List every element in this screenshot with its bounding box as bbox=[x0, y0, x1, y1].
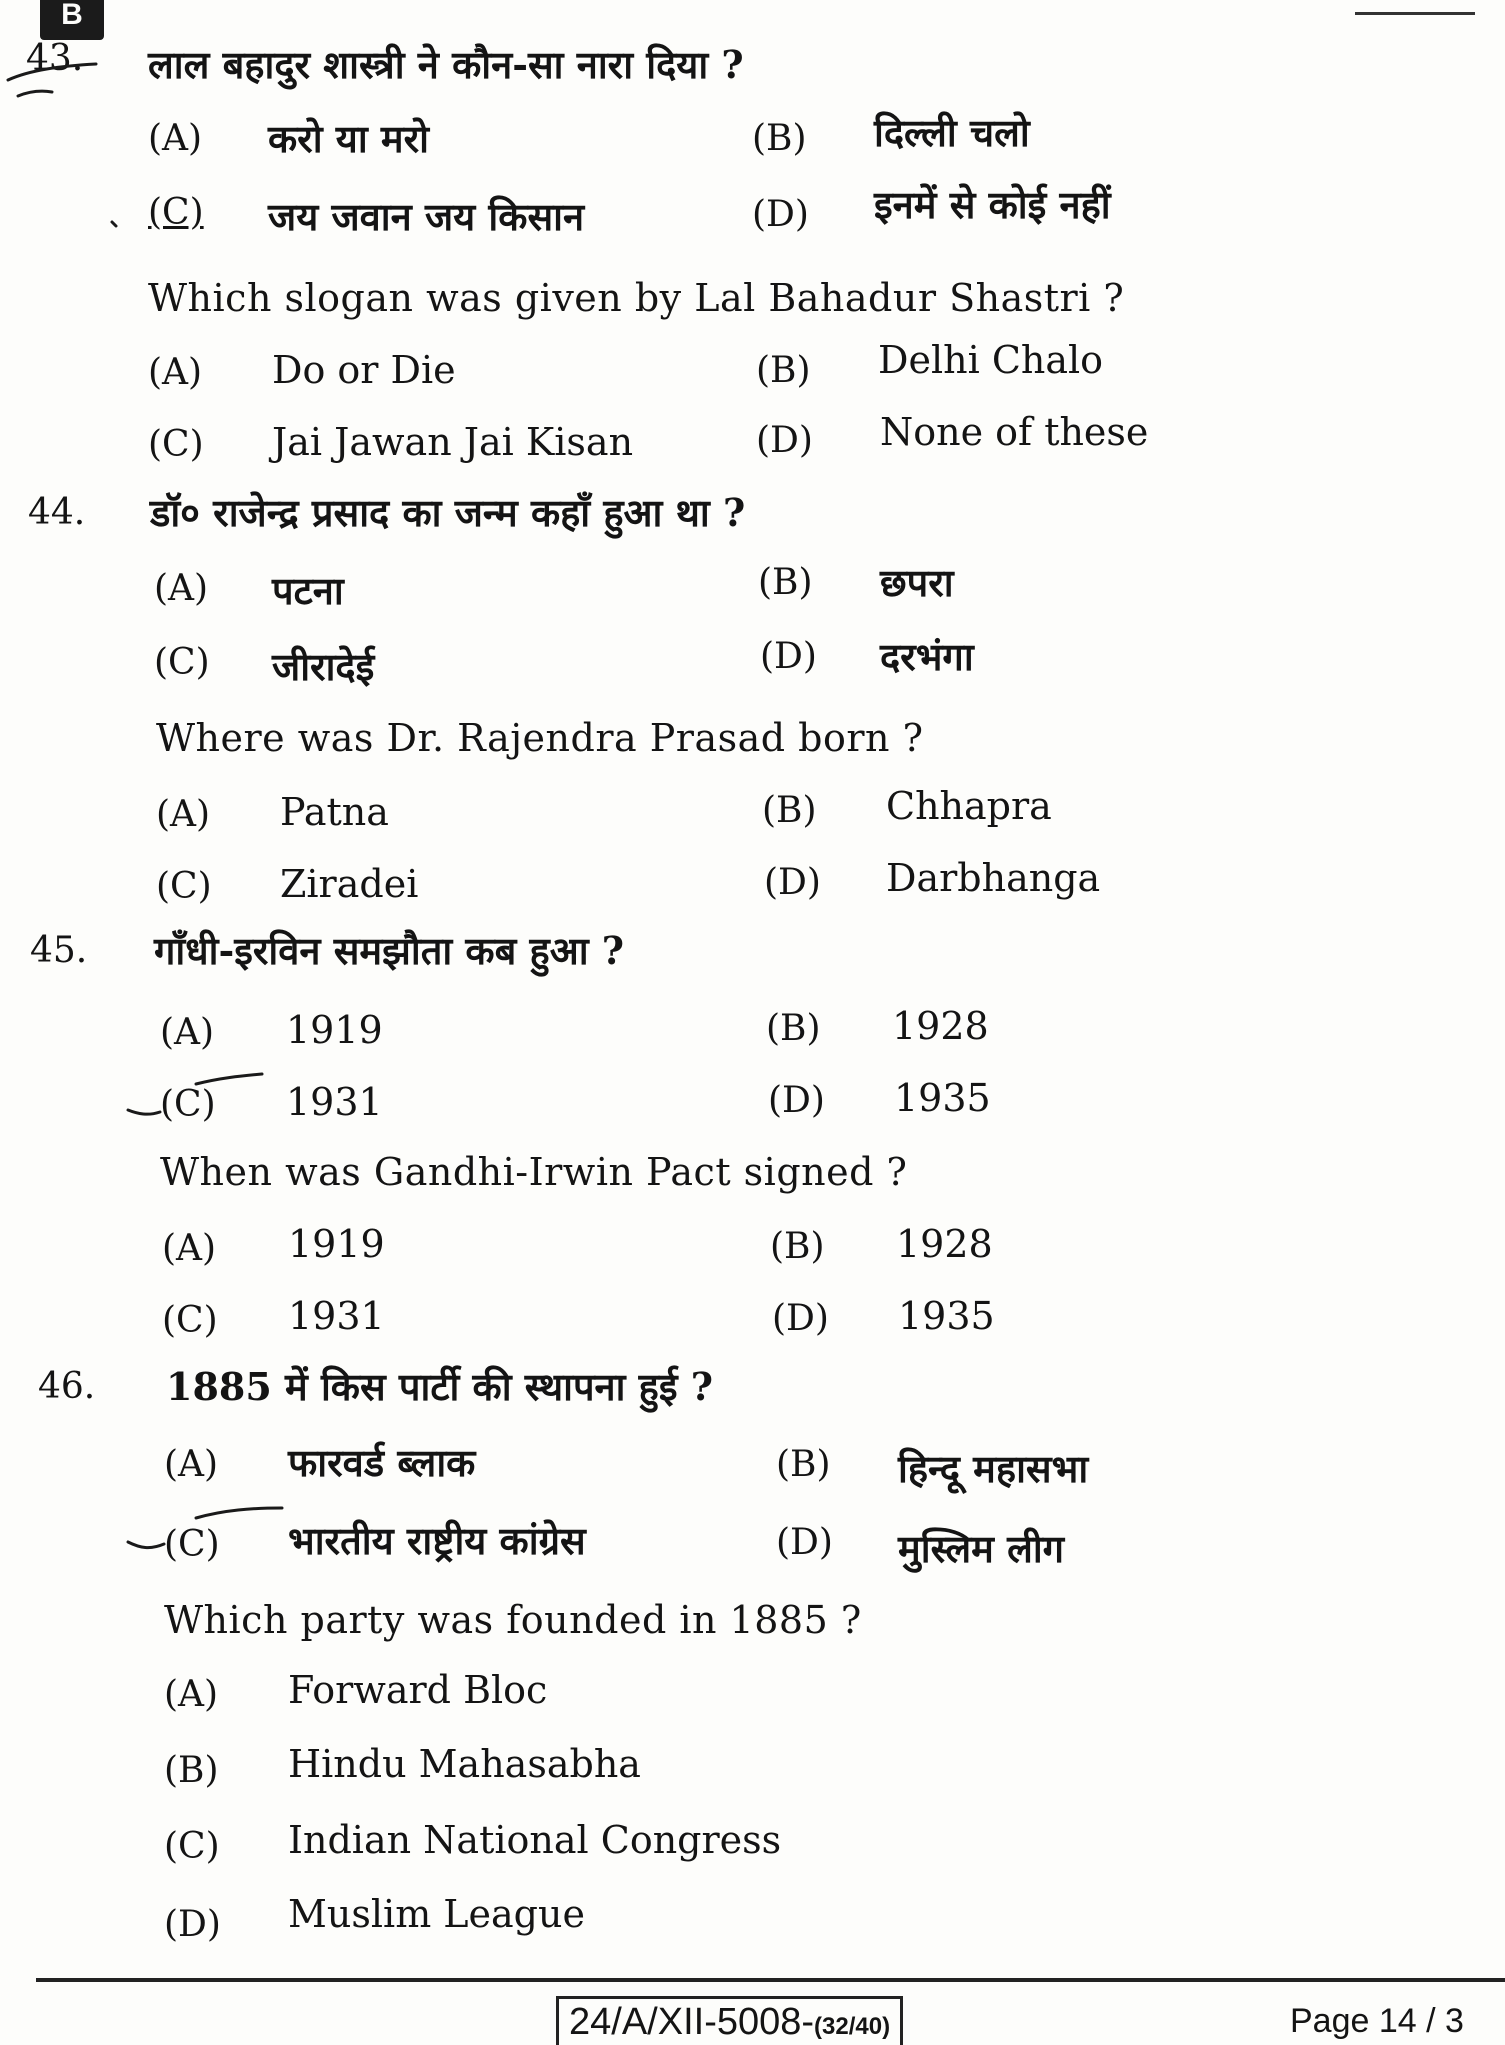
option-text: जय जवान जय किसान bbox=[268, 194, 585, 239]
option-text: Indian National Congress bbox=[288, 1818, 782, 1862]
option-text: छपरा bbox=[880, 560, 954, 605]
option-label-marked: (C) bbox=[164, 1524, 220, 1565]
question-text-english: Which party was founded in 1885 ? bbox=[164, 1598, 862, 1642]
question-text-hindi: लाल बहादुर शास्त्री ने कौन-सा नारा दिया ? bbox=[148, 42, 744, 87]
option-label: (B) bbox=[164, 1750, 219, 1791]
option-label: (B) bbox=[758, 562, 813, 603]
option-label: (D) bbox=[756, 420, 813, 461]
option-text: Jai Jawan Jai Kisan bbox=[272, 420, 634, 464]
option-text: Darbhanga bbox=[886, 856, 1101, 900]
option-text: 1931 bbox=[288, 1294, 385, 1338]
paper-code bbox=[556, 1996, 903, 2045]
option-label: (C) bbox=[148, 424, 204, 465]
question-number: 45. bbox=[30, 930, 88, 971]
option-text: 1928 bbox=[892, 1004, 989, 1048]
option-text: करो या मरो bbox=[268, 116, 430, 161]
option-text: Ziradei bbox=[280, 862, 419, 906]
question-text-hindi: डॉ० राजेन्द्र प्रसाद का जन्म कहाँ हुआ था ? bbox=[150, 490, 746, 535]
option-label: (B) bbox=[756, 350, 811, 391]
option-label-marked: (C) bbox=[160, 1084, 216, 1125]
option-label: (C) bbox=[164, 1826, 220, 1867]
option-text: 1919 bbox=[288, 1222, 385, 1266]
page-number: Page 14 / 3 bbox=[1290, 2002, 1464, 2040]
question-number: 43. bbox=[26, 38, 84, 79]
series-badge: B bbox=[40, 0, 104, 40]
option-label: (A) bbox=[160, 1012, 215, 1053]
option-text: 1931 bbox=[286, 1080, 383, 1124]
pen-mark-q43 bbox=[8, 64, 116, 226]
option-label: (A) bbox=[154, 568, 209, 609]
option-text: पटना bbox=[272, 568, 344, 613]
option-text: भारतीय राष्ट्रीय कांग्रेस bbox=[288, 1518, 586, 1563]
option-label: (D) bbox=[764, 862, 821, 903]
option-label: (D) bbox=[760, 636, 817, 677]
option-label: (D) bbox=[776, 1522, 833, 1563]
option-text: Do or Die bbox=[272, 348, 456, 392]
tick-mark-q45 bbox=[128, 1074, 262, 1114]
tick-mark-q46 bbox=[128, 1508, 282, 1548]
option-label: (B) bbox=[752, 118, 807, 159]
question-number: 46. bbox=[38, 1366, 96, 1407]
question-text-english: Where was Dr. Rajendra Prasad born ? bbox=[156, 716, 924, 760]
option-text: फारवर्ड ब्लाक bbox=[288, 1440, 476, 1485]
paper-code-suffix: (32/40) bbox=[814, 2013, 891, 2040]
option-text: Muslim League bbox=[288, 1892, 585, 1936]
option-text: 1935 bbox=[894, 1076, 991, 1120]
option-label: (D) bbox=[768, 1080, 825, 1121]
question-text-hindi: गाँधी-इरविन समझौता कब हुआ ? bbox=[154, 928, 625, 973]
option-text: मुस्लिम लीग bbox=[898, 1526, 1065, 1571]
option-label: (C) bbox=[156, 866, 212, 907]
option-label-marked: (C) bbox=[148, 192, 204, 233]
option-label: (B) bbox=[762, 790, 817, 831]
option-label: (D) bbox=[164, 1904, 221, 1945]
footer-rule bbox=[36, 1978, 1505, 1982]
option-text: None of these bbox=[880, 410, 1149, 454]
option-text: Forward Bloc bbox=[288, 1668, 548, 1712]
option-text: दिल्ली चलो bbox=[874, 110, 1030, 155]
option-text: हिन्दू महासभा bbox=[898, 1446, 1089, 1491]
question-number: 44. bbox=[28, 492, 86, 533]
option-label: (A) bbox=[148, 352, 203, 393]
option-label: (A) bbox=[148, 118, 203, 159]
option-text: 1935 bbox=[898, 1294, 995, 1338]
option-label: (A) bbox=[164, 1674, 219, 1715]
option-label: (C) bbox=[154, 642, 210, 683]
question-text-english: When was Gandhi-Irwin Pact signed ? bbox=[160, 1150, 908, 1194]
question-text-english: Which slogan was given by Lal Bahadur Shastri ? bbox=[148, 276, 1125, 320]
option-text: Hindu Mahasabha bbox=[288, 1742, 641, 1786]
option-label: (B) bbox=[770, 1226, 825, 1267]
option-text: Patna bbox=[280, 790, 389, 834]
option-text: दरभंगा bbox=[880, 634, 974, 679]
option-text: 1919 bbox=[286, 1008, 383, 1052]
option-label: (A) bbox=[156, 794, 211, 835]
option-label: (A) bbox=[162, 1228, 217, 1269]
option-text: Chhapra bbox=[886, 784, 1052, 828]
option-text: जीरादेई bbox=[272, 644, 375, 689]
option-label: (B) bbox=[776, 1444, 831, 1485]
question-text-hindi: 1885 में किस पार्टी की स्थापना हुई ? bbox=[166, 1364, 714, 1409]
option-label: (A) bbox=[164, 1444, 219, 1485]
option-label: (D) bbox=[752, 194, 809, 235]
option-text: इनमें से कोई नहीं bbox=[874, 182, 1111, 227]
option-text: 1928 bbox=[896, 1222, 993, 1266]
paper-code-text: 24/A/XII-5008- bbox=[569, 2001, 815, 2043]
option-label: (B) bbox=[766, 1008, 821, 1049]
option-label: (D) bbox=[772, 1298, 829, 1339]
option-text: Delhi Chalo bbox=[878, 338, 1104, 382]
option-label: (C) bbox=[162, 1300, 218, 1341]
